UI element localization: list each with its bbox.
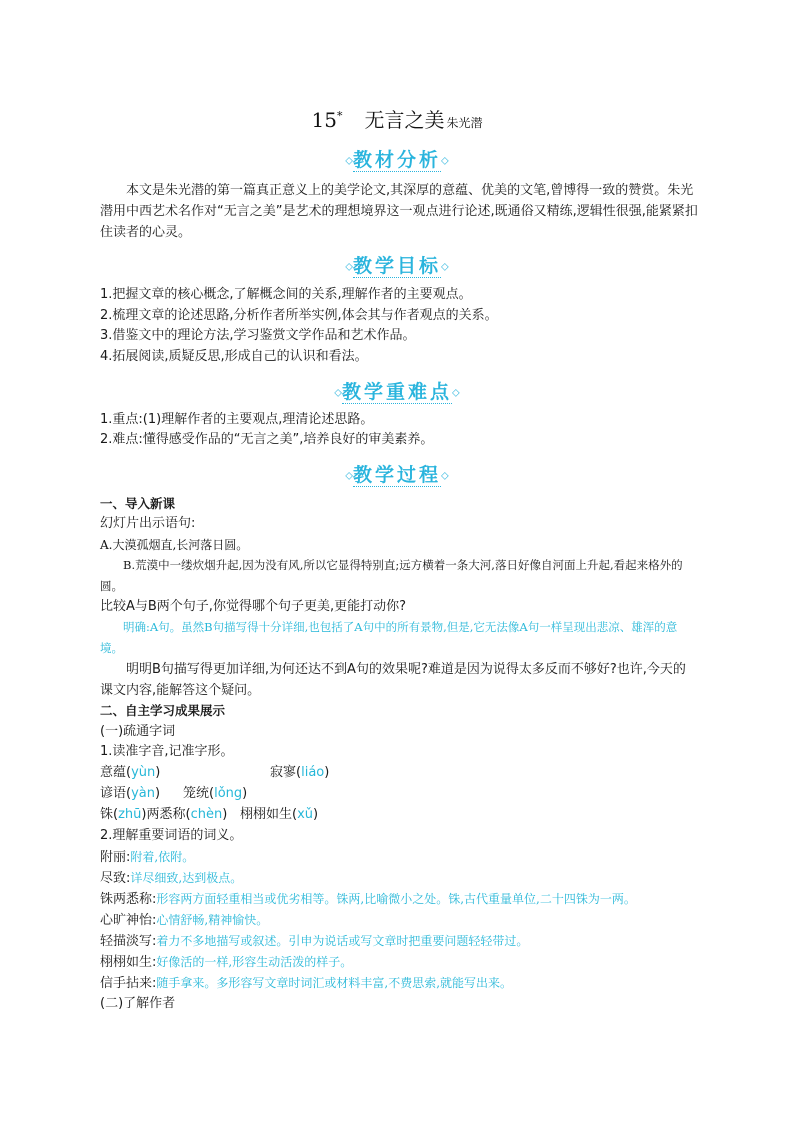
vocab-item: 附丽:附着,依附。	[100, 850, 195, 865]
diamond-icon: ◇	[441, 155, 449, 167]
goal-item: 2.梳理文章的论述思路,分析作者所举实例,体会其与作者观点的关系。	[100, 308, 498, 323]
item-pronunciation: 1.读准字音,记准字形。	[100, 744, 234, 759]
sentence-a: A.大漠孤烟直,长河落日圆。	[100, 538, 249, 552]
vocab-item: 轻描淡写:着力不多地描写或叙述。引申为说话或写文章时把重要问题轻轻带过。	[100, 934, 529, 949]
vocab-item: 尽致:详尽细致,达到极点。	[100, 871, 243, 886]
pron-item: 笼统(lǒng)	[183, 786, 248, 801]
pron-item: 寂寥(liáo)	[270, 765, 330, 780]
analysis-paragraph: 本文是朱光潜的第一篇真正意义上的美学论文,其深厚的意蕴、优美的文笔,曾博得一致的赞赏。朱光潜用中西艺术名作对“无言之美”是艺术的理想境界这一观点进行论述,既通俗又精练,逻辑性很强,能紧紧扣住读者的心灵。	[100, 183, 698, 240]
pron-item: 栩栩如生(xǔ)	[240, 807, 319, 822]
answer: 明确:A句。虽然B句描写得十分详细,也包括了A句中的所有景物,但是,它无法像A句一样呈现出悲凉、雄浑的意境。	[100, 620, 678, 655]
part1-heading: 一、导入新课	[100, 496, 176, 511]
difficulty-item: 1.重点:(1)理解作者的主要观点,理清论述思路。	[100, 412, 374, 427]
goal-item: 4.拓展阅读,质疑反思,形成自己的认识和看法。	[100, 349, 368, 364]
pron-item: 铢(zhū)两悉称(chèn)	[100, 807, 228, 822]
transition-paragraph: 明明B句描写得更加详细,为何还达不到A句的效果呢?难道是因为说得太多反而不够好?也许,今天的课文内容,能解答这个疑问。	[100, 662, 686, 698]
section-heading-analysis: ◇教材分析◇	[345, 149, 449, 171]
lesson-title	[0, 104, 794, 133]
goal-item: 3.借鉴文中的理论方法,学习鉴赏文学作品和艺术作品。	[100, 328, 416, 343]
author: 朱光潜	[446, 116, 483, 130]
difficulty-item: 2.难点:懂得感受作品的“无言之美”,培养良好的审美素养。	[100, 432, 434, 447]
diamond-icon: ◇	[334, 387, 342, 399]
vocab-item: 铢两悉称:形容两方面轻重相当或优劣相等。铢两,比喻微小之处。铢,古代重量单位,二十四铢为一两。	[100, 892, 636, 907]
sentence-b: B.荒漠中一缕炊烟升起,因为没有风,所以它显得特别直;远方横着一条大河,落日好像自河面上升起,看起来格外的圆。	[100, 558, 683, 593]
slide-intro: 幻灯片出示语句:	[100, 516, 196, 531]
question: 比较A与B两个句子,你觉得哪个句子更美,更能打动你?	[100, 599, 406, 614]
vocab-item: 心旷神怡:心情舒畅,精神愉快。	[100, 913, 269, 928]
vocab-item: 栩栩如生:好像活的一样,形容生动活泼的样子。	[100, 955, 353, 970]
section-heading-process: ◇教学过程◇	[345, 464, 449, 486]
subsection-author: (二)了解作者	[100, 996, 176, 1011]
lesson-name: 无言之美	[364, 108, 445, 132]
pron-item: 谚语(yàn)	[100, 786, 161, 801]
diamond-icon: ◇	[441, 470, 449, 482]
lesson-number: 15*	[311, 108, 343, 132]
section-heading-difficulties: ◇教学重难点◇	[334, 381, 460, 403]
diamond-icon: ◇	[441, 261, 449, 273]
part2-heading: 二、自主学习成果展示	[100, 703, 226, 718]
subsection-vocab: (一)疏通字词	[100, 724, 176, 739]
diamond-icon: ◇	[345, 261, 353, 273]
diamond-icon: ◇	[452, 387, 460, 399]
goal-item: 1.把握文章的核心概念,了解概念间的关系,理解作者的主要观点。	[100, 287, 472, 302]
pron-item: 意蕴(yùn)	[100, 765, 161, 780]
item-meaning: 2.理解重要词语的词义。	[100, 828, 243, 843]
vocab-item: 信手拈来:随手拿来。多形容写文章时词汇或材料丰富,不费思索,就能写出来。	[100, 976, 513, 991]
section-heading-goals: ◇教学目标◇	[345, 255, 449, 277]
diamond-icon: ◇	[345, 155, 353, 167]
diamond-icon: ◇	[345, 470, 353, 482]
